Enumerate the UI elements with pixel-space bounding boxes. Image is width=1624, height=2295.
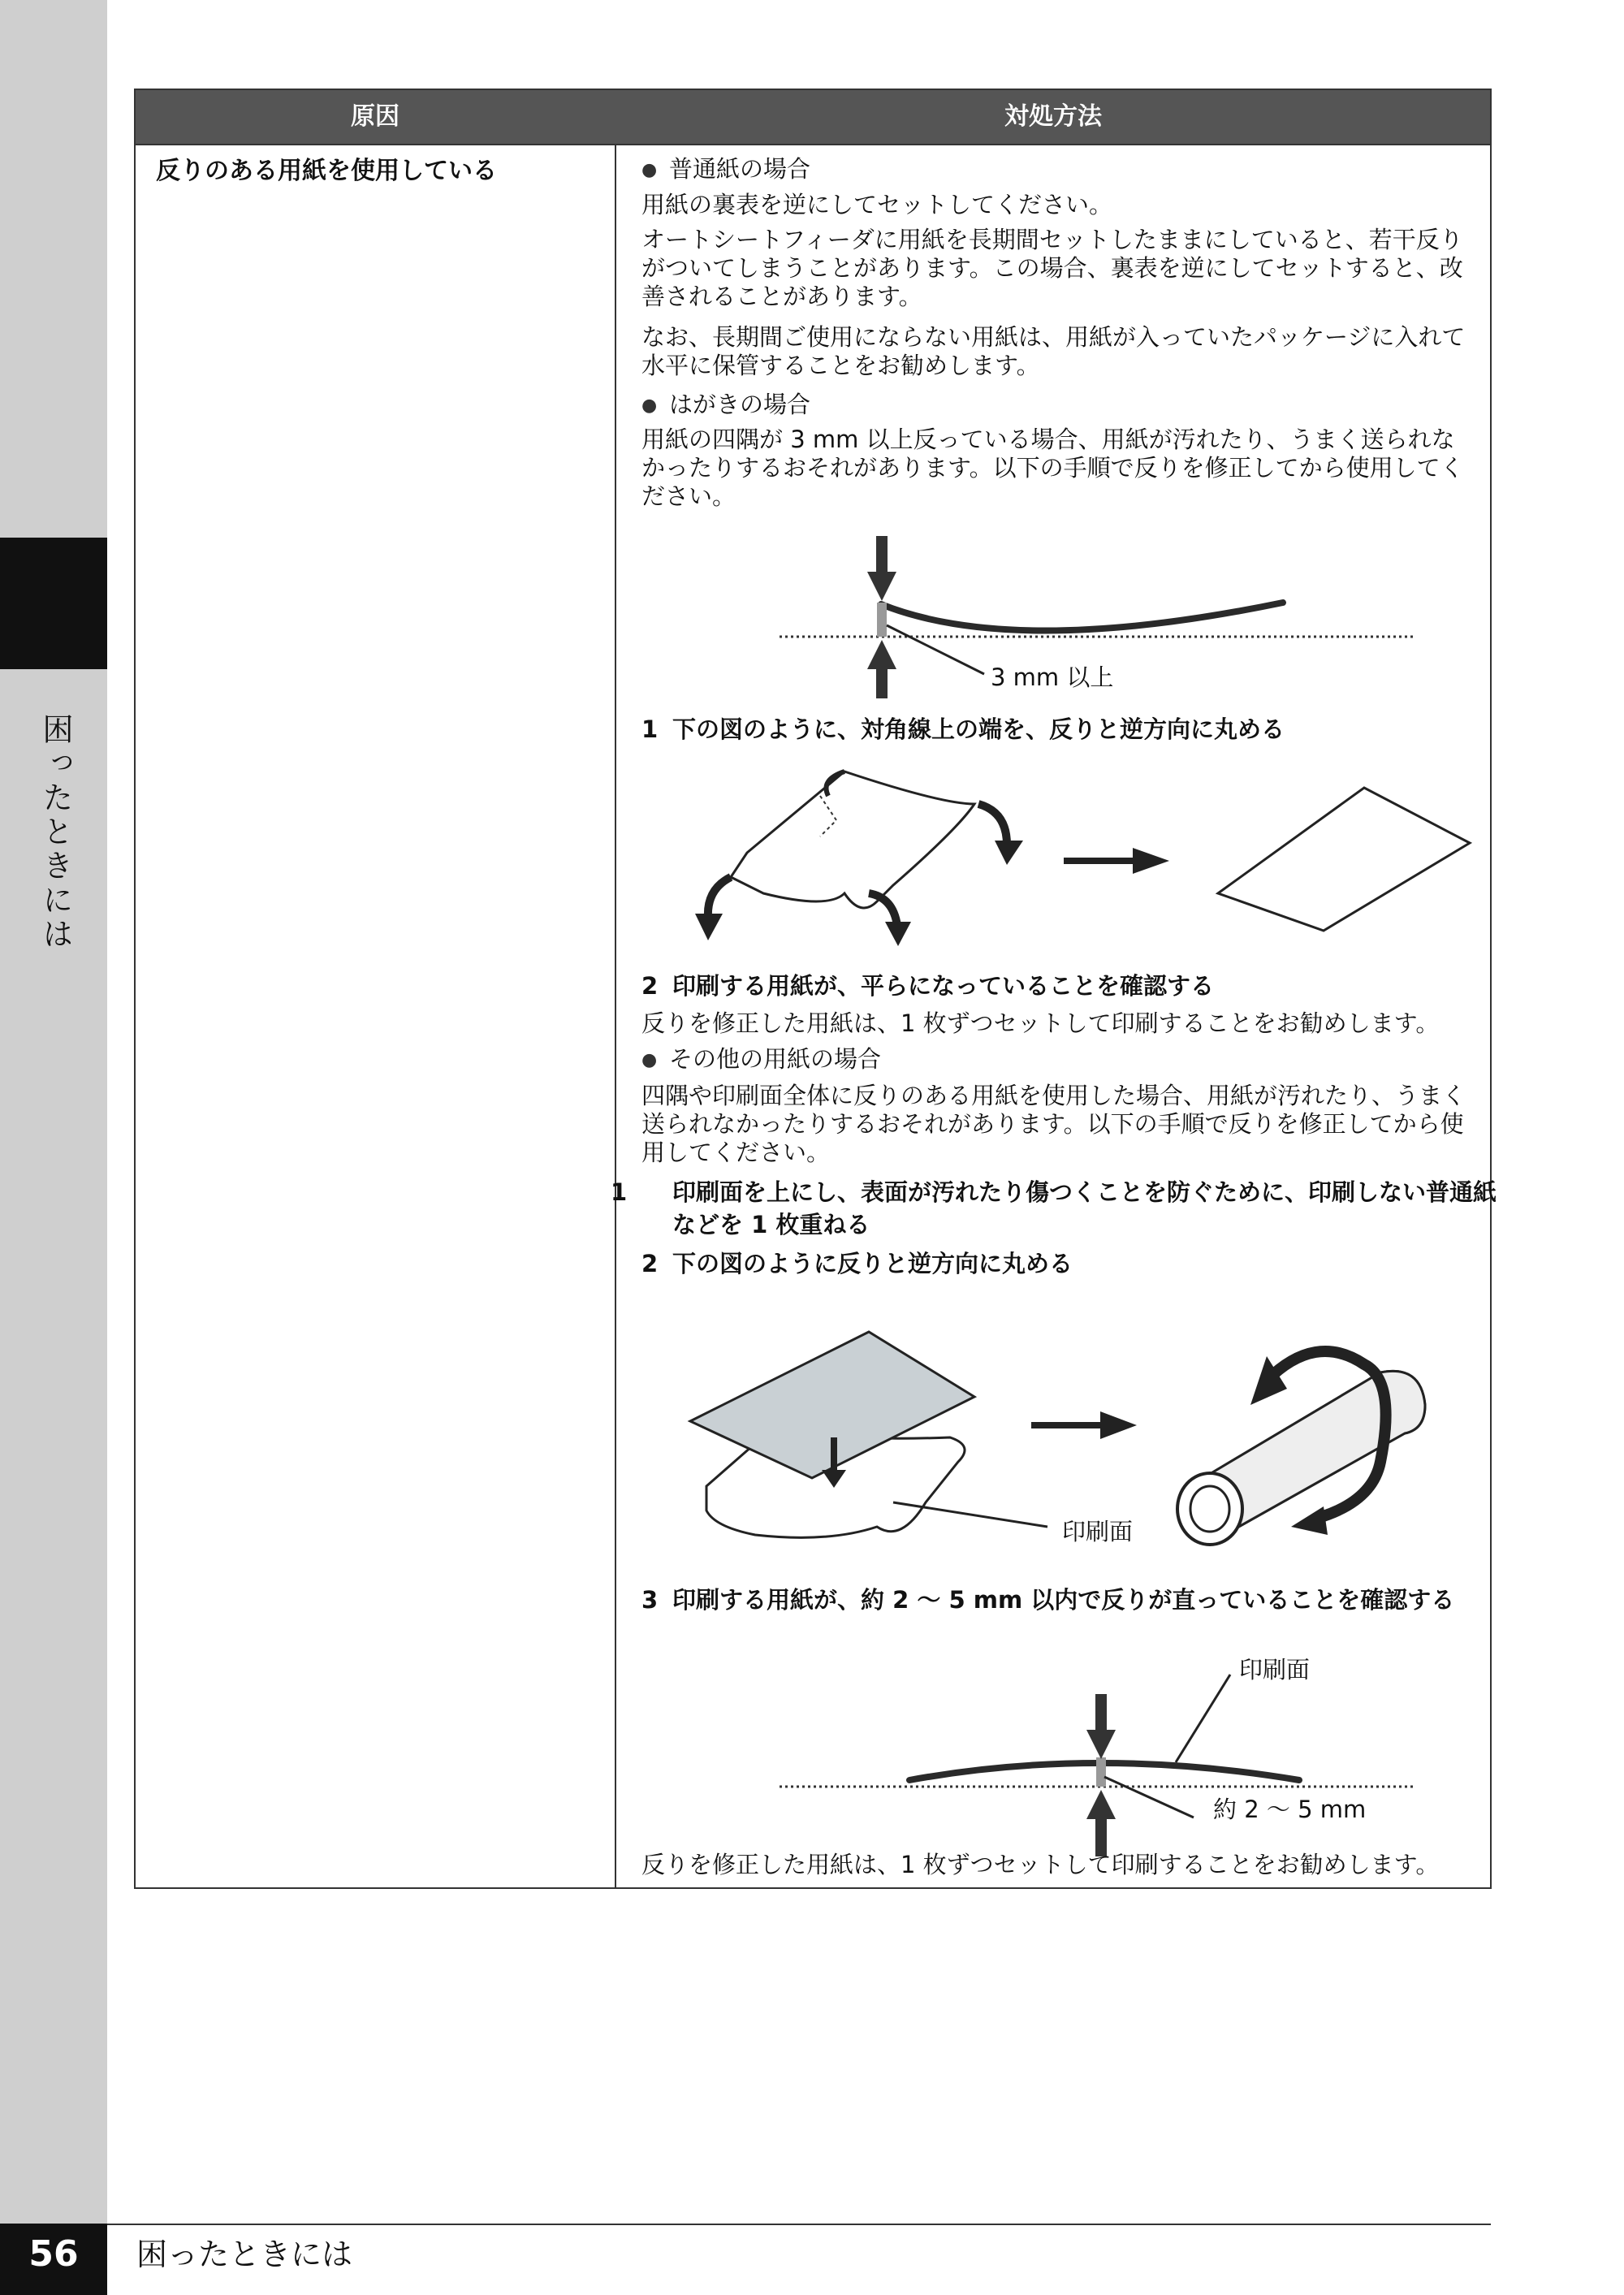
plain-paper-paragraph-2: オートシートフィーダに用紙を長期間セットしたままにしていると、若干反りがついてしまうことがあります。この場合、裏表を逆にしてセットすると、改善されることがあります。 bbox=[641, 226, 1463, 310]
flatness-check-figure bbox=[771, 1649, 1421, 1860]
arrow-down-icon bbox=[867, 536, 896, 601]
other-paper-step-3: 3 印刷する用紙が、約 2 〜 5 mm 以内で反りが直っていることを確認する bbox=[641, 1586, 1455, 1614]
postcard-heading: ● はがきの場合 bbox=[641, 390, 1478, 421]
roll-end bbox=[1177, 1473, 1242, 1545]
gap-marker bbox=[1096, 1757, 1106, 1787]
table-column-divider bbox=[615, 89, 616, 1889]
footer-section-title: 困ったときには bbox=[136, 2237, 353, 2272]
curled-sheet bbox=[731, 771, 974, 908]
range-callout-line bbox=[1104, 1777, 1194, 1817]
postcard-step-2-note: 反りを修正した用紙は、1 枚ずつセットして印刷することをお勧めします。 bbox=[641, 1009, 1440, 1037]
gap-marker bbox=[877, 603, 887, 637]
diagonal-roll-figure bbox=[650, 755, 1478, 958]
print-side-label: 印刷面 bbox=[1062, 1518, 1134, 1545]
arrow-up-icon bbox=[1086, 1790, 1116, 1856]
final-note: 反りを修正した用紙は、1 枚ずつセットして印刷することをお勧めします。 bbox=[641, 1851, 1440, 1878]
other-paper-step-1: 1 印刷面を上にし、表面が汚れたり傷つくことを防ぐために、印刷しない普通紙などを 1 枚重ねる bbox=[611, 1178, 1497, 1238]
cause-cell: 反りのある用紙を使用している bbox=[156, 157, 497, 185]
curl-3mm-label: 3 mm 以上 bbox=[991, 663, 1114, 691]
header-cause: 原因 bbox=[351, 102, 400, 131]
postcard-paragraph-1: 用紙の四隅が 3 mm 以上反っている場合、用紙が汚れたり、うまく送られなかったりするおそれがあります。以下の手順で反りを修正してから使用してください。 bbox=[641, 426, 1464, 510]
header-remedy: 対処方法 bbox=[1004, 102, 1102, 131]
roll-arrow-3-icon bbox=[708, 877, 731, 918]
plain-paper-paragraph-3: なお、長期間ご使用にならない用紙は、用紙が入っていたパッケージに入れて水平に保管することをお勧めします。 bbox=[641, 323, 1466, 379]
range-2-5mm-label: 約 2 〜 5 mm bbox=[1213, 1796, 1367, 1823]
print-side-label-2: 印刷面 bbox=[1239, 1656, 1311, 1683]
plain-paper-heading: ● 普通紙の場合 bbox=[641, 154, 1478, 185]
roll-arrow-4-icon bbox=[869, 893, 897, 926]
sidebar-section-title: 困ったときには bbox=[37, 713, 73, 952]
curled-paper-curve bbox=[881, 603, 1283, 631]
page-number: 56 bbox=[28, 2233, 79, 2275]
print-side-callout-line bbox=[1176, 1675, 1230, 1762]
postcard-step-2: 2 印刷する用紙が、平らになっていることを確認する bbox=[641, 972, 1215, 1000]
callout-line bbox=[887, 625, 984, 674]
roll-arrow-2-icon bbox=[978, 804, 1007, 845]
table-header-row bbox=[136, 90, 1490, 145]
arrow-up-icon bbox=[867, 640, 896, 698]
arrow-right-icon bbox=[1064, 848, 1169, 874]
other-paper-heading: ● その他の用紙の場合 bbox=[641, 1044, 1478, 1075]
flat-sheet bbox=[1218, 788, 1470, 931]
arrow-right-icon bbox=[1031, 1411, 1137, 1439]
other-paper-paragraph-1: 四隅や印刷面全体に反りのある用紙を使用した場合、用紙が汚れたり、うまく送られなかったりするおそれがあります。以下の手順で反りを修正してから使用してください。 bbox=[641, 1082, 1466, 1166]
postcard-step-1: 1 下の図のように、対角線上の端を、反りと逆方向に丸める bbox=[641, 715, 1285, 743]
arrow-down-icon bbox=[1086, 1694, 1116, 1759]
other-paper-step-2: 2 下の図のように反りと逆方向に丸める bbox=[641, 1250, 1073, 1277]
sidebar-strip bbox=[0, 0, 107, 2295]
sidebar-section-tab bbox=[0, 538, 107, 669]
footer-rule bbox=[107, 2224, 1491, 2225]
plain-paper-paragraph-1: 用紙の裏表を逆にしてセットしてください。 bbox=[641, 191, 1113, 218]
